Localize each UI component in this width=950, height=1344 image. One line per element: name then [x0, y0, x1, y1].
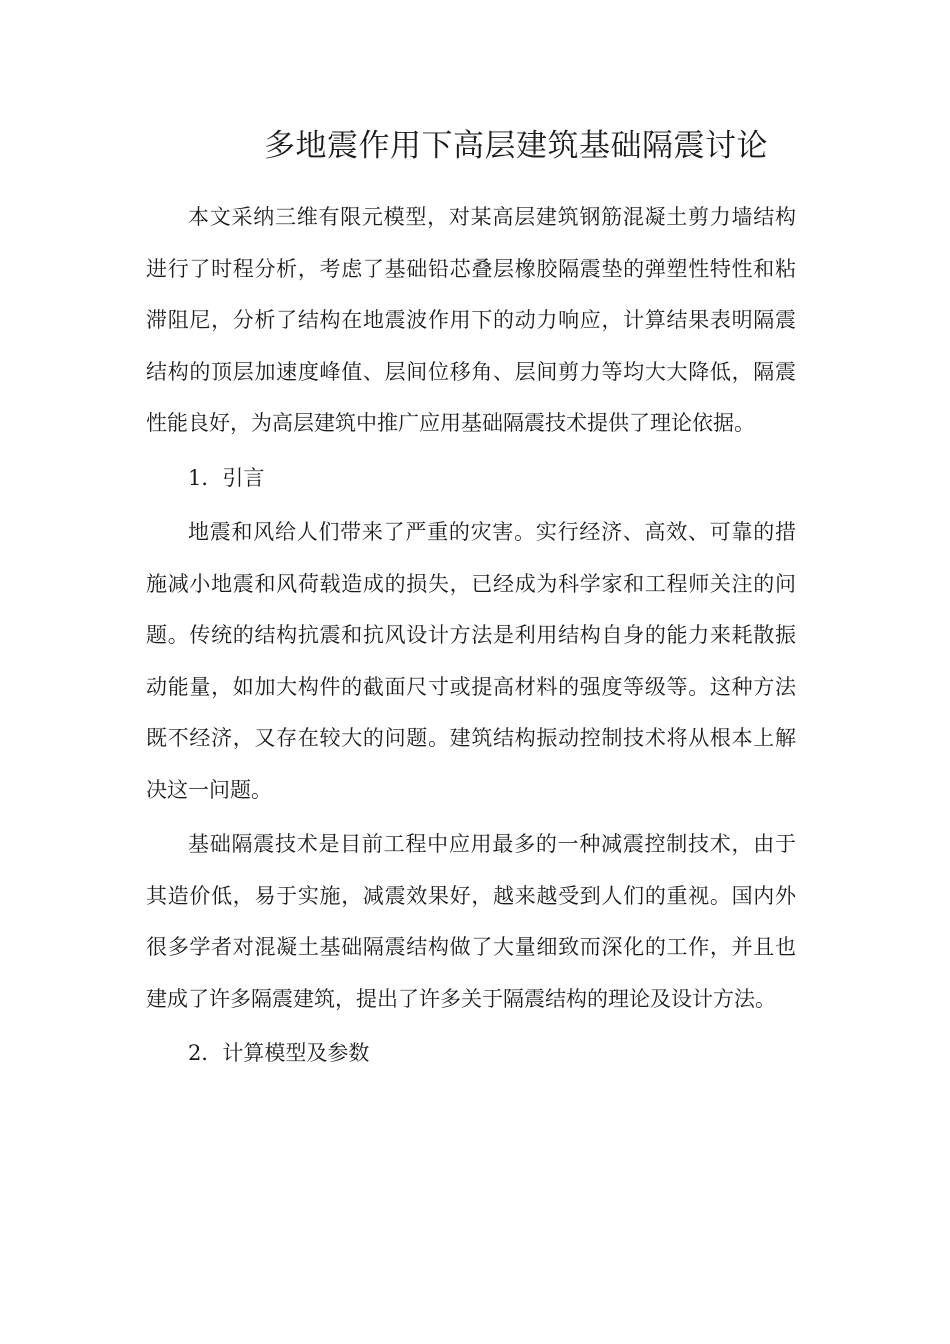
introduction-paragraph-2: 基础隔震技术是目前工程中应用最多的一种减震控制技术，由于其造价低，易于实施，减震效果好，越来越受到人们的重视。国内外很多学者对混凝土基础隔震结构做了大量细致而深化的工作，并且也建成了许多隔震建筑，提出了许多关于隔震结构的理论及设计方法。 — [146, 832, 796, 1011]
document-body — [146, 192, 796, 1080]
abstract-paragraph: 本文采纳三维有限元模型，对某高层建筑钢筋混凝土剪力墙结构进行了时程分析，考虑了基础铅芯叠层橡胶隔震垫的弹塑性特性和粘滞阻尼，分析了结构在地震波作用下的动力响应，计算结果表明隔震结构的顶层加速度峰值、层间位移角、层间剪力等均大大降低，隔震性能良好，为高层建筑中推广应用基础隔震技术提供了理论依据。 — [146, 205, 796, 435]
section-heading-introduction: 1．引言 — [188, 465, 265, 490]
section-heading-model-parameters: 2．计算模型及参数 — [188, 1041, 370, 1065]
introduction-paragraph-1: 地震和风给人们带来了严重的灾害。实行经济、高效、可靠的措施减小地震和风荷载造成的损失，已经成为科学家和工程师关注的问题。传统的结构抗震和抗风设计方法是利用结构自身的能力来耗散振动能量，如加大构件的截面尺寸或提高材料的强度等级等。这种方法既不经济，又存在较大的问题。建筑结构振动控制技术将从根本上解决这一问题。 — [146, 520, 796, 802]
document-title: 多地震作用下高层建筑基础隔震讨论 — [264, 128, 768, 164]
